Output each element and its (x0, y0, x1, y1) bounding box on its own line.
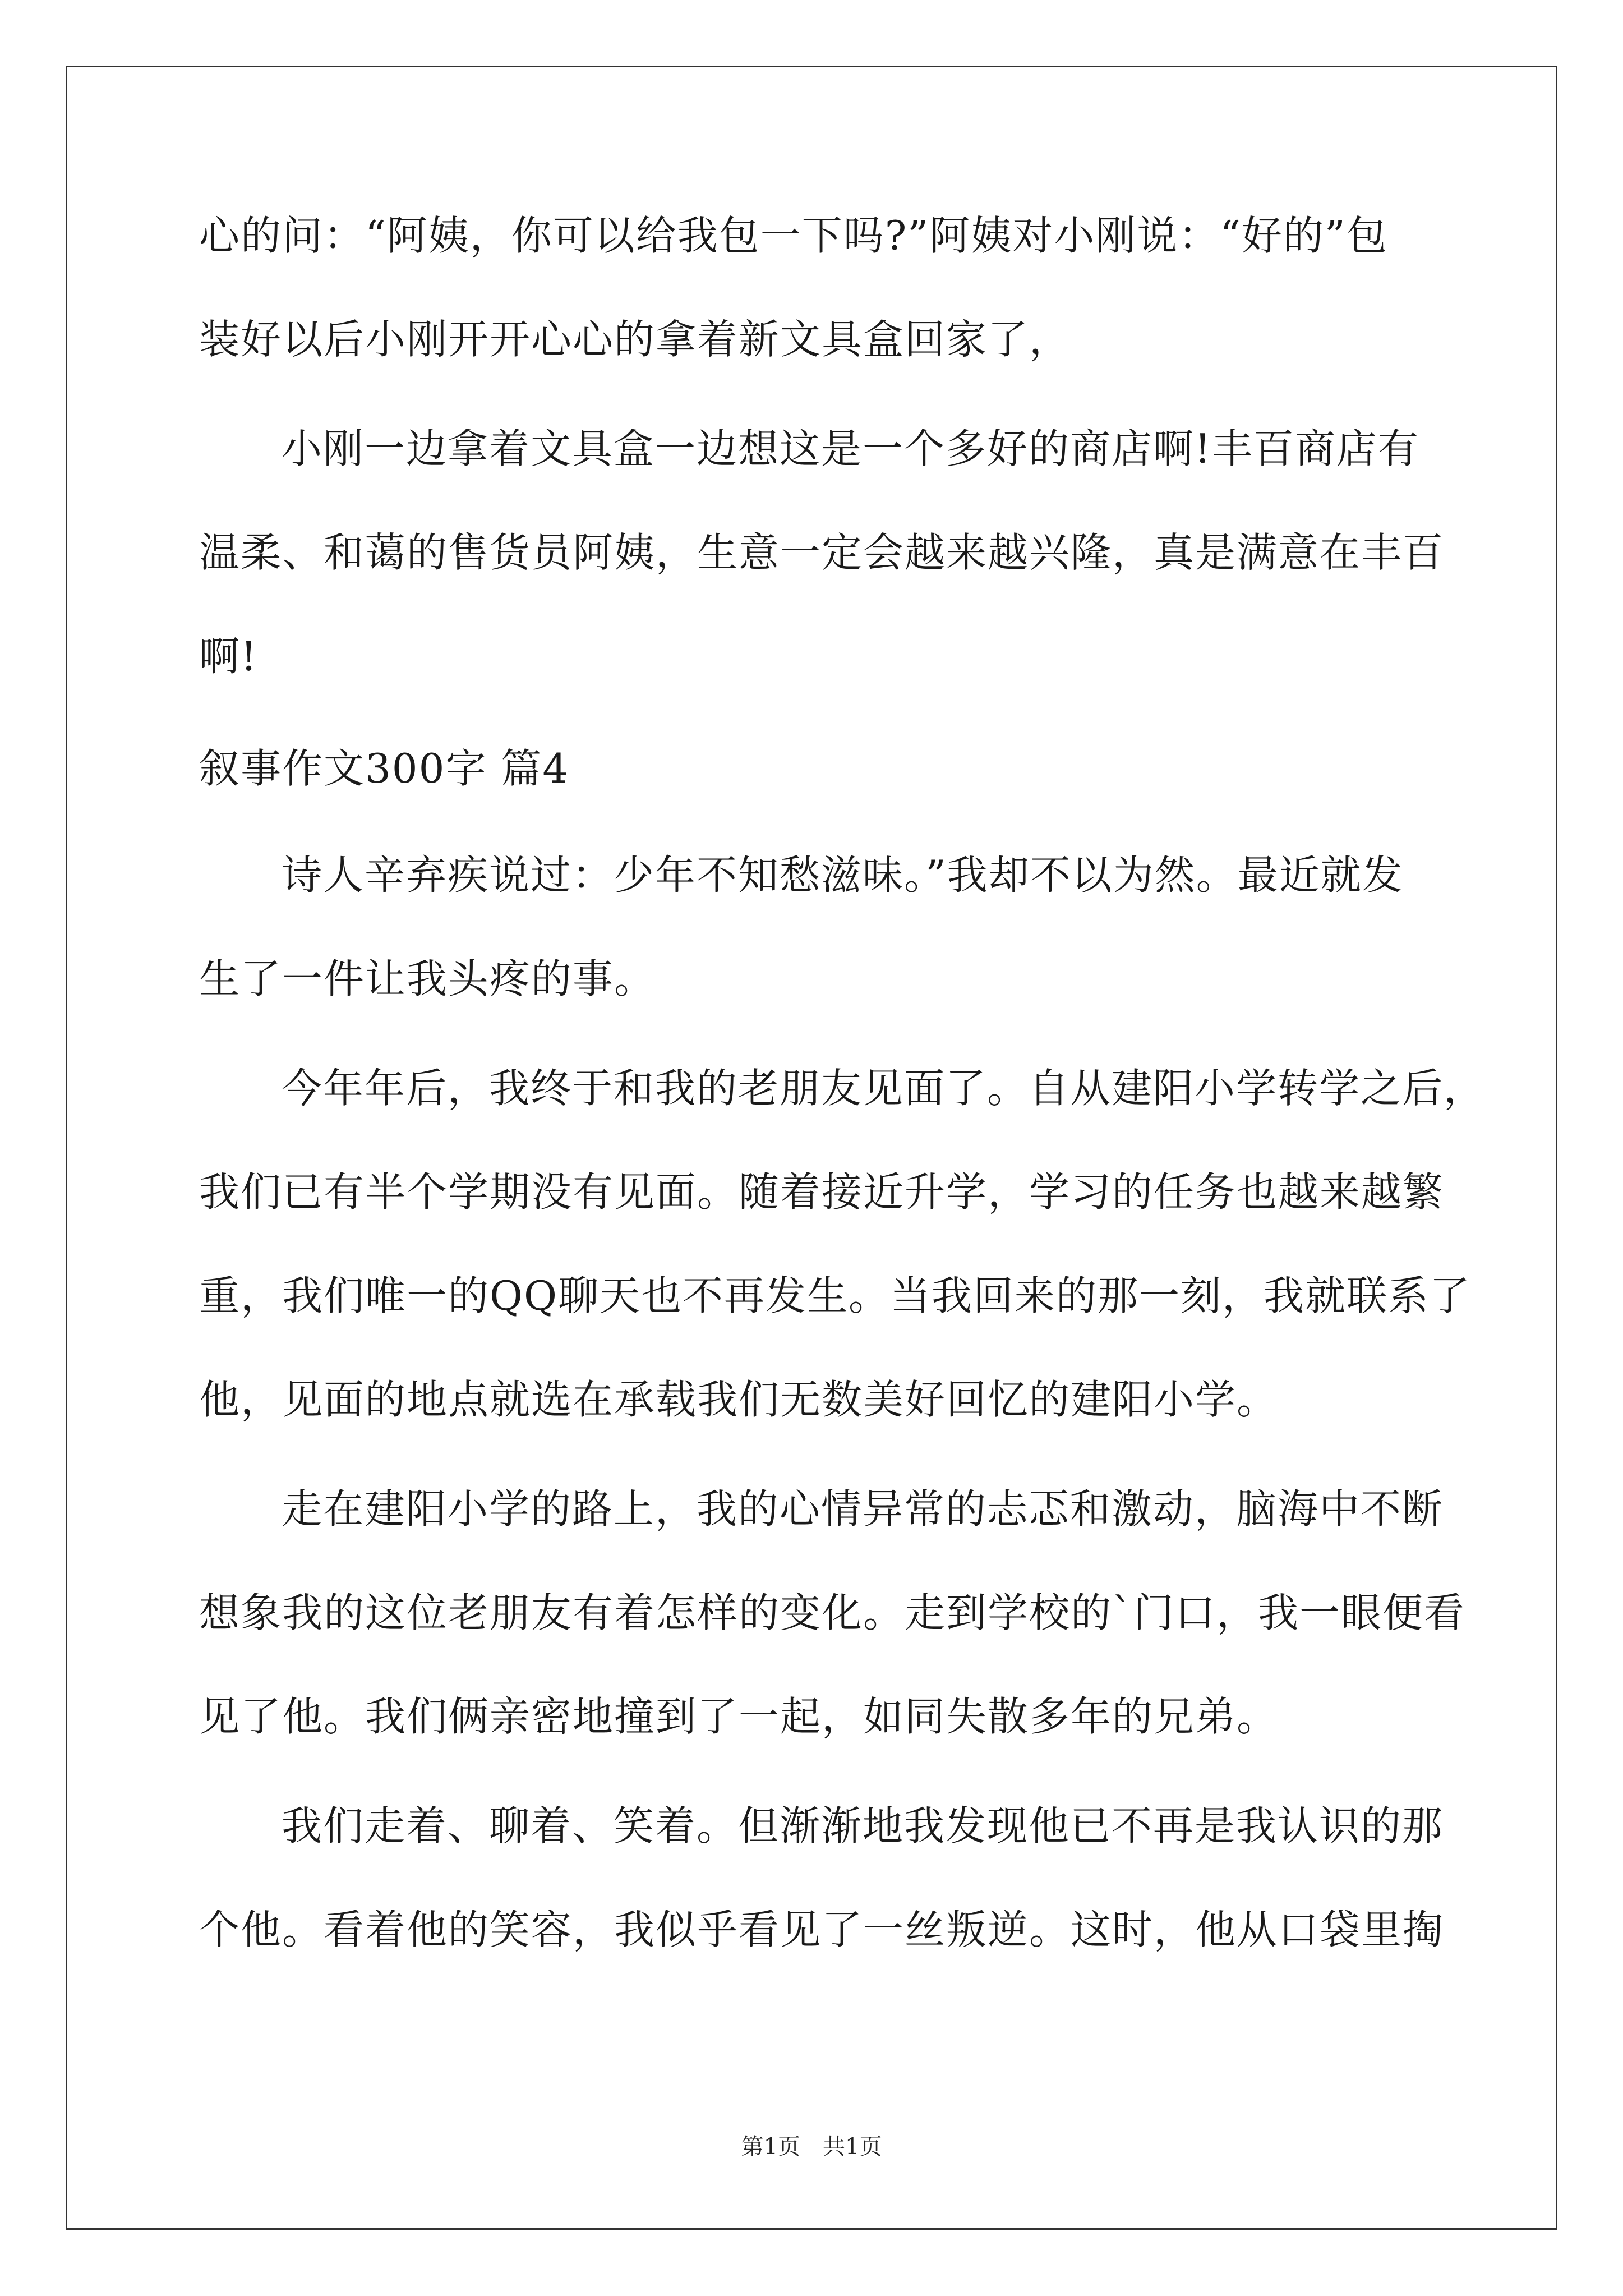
text-line: 今年年后，我终于和我的老朋友见面了。自从建阳小学转学之后， (282, 1065, 1486, 1112)
text-line: 他，见面的地点就选在承载我们无数美好回忆的建阳小学。 (199, 1376, 1279, 1423)
text-line: 想象我的这位老朋友有着怎样的变化。走到学校的`门口，我一眼便看 (199, 1589, 1466, 1636)
text-line: 啊! (199, 633, 258, 680)
text-line: 生了一件让我头疼的事。 (199, 955, 656, 1002)
text-line: 小刚一边拿着文具盒一边想这是一个多好的商店啊!丰百商店有 (282, 425, 1419, 472)
text-line: 个他。看着他的笑容，我似乎看见了一丝叛逆。这时，他从口袋里掏 (199, 1906, 1445, 1953)
text-line: 我们走着、聊着、笑着。但渐渐地我发现他已不再是我认识的那 (282, 1802, 1444, 1849)
text-line: 我们已有半个学期没有见面。随着接近升学，学习的任务也越来越繁 (199, 1168, 1445, 1216)
page-footer (0, 2133, 1623, 2161)
page-total: 共1页 (823, 2134, 882, 2160)
section-heading: 叙事作文300字 篇4 (199, 745, 570, 792)
text-line: 诗人辛弃疾说过：少年不知愁滋味。”我却不以为然。最近就发 (282, 852, 1404, 899)
text-line: 重，我们唯一的QQ聊天也不再发生。当我回来的那一刻，我就联系了 (199, 1272, 1472, 1319)
text-line: 装好以后小刚开开心心的拿着新文具盒回家了， (199, 316, 1071, 363)
text-line: 心的问：“阿姨，你可以给我包一下吗?”阿姨对小刚说：“好的”包 (199, 212, 1388, 259)
text-line: 温柔、和蔼的售货员阿姨，生意一定会越来越兴隆，真是满意在丰百 (199, 529, 1445, 576)
text-line: 见了他。我们俩亲密地撞到了一起，如同失散多年的兄弟。 (199, 1693, 1279, 1740)
text-line: 走在建阳小学的路上，我的心情异常的忐忑和激动，脑海中不断 (282, 1485, 1444, 1533)
page-number: 第1页 (741, 2134, 800, 2160)
